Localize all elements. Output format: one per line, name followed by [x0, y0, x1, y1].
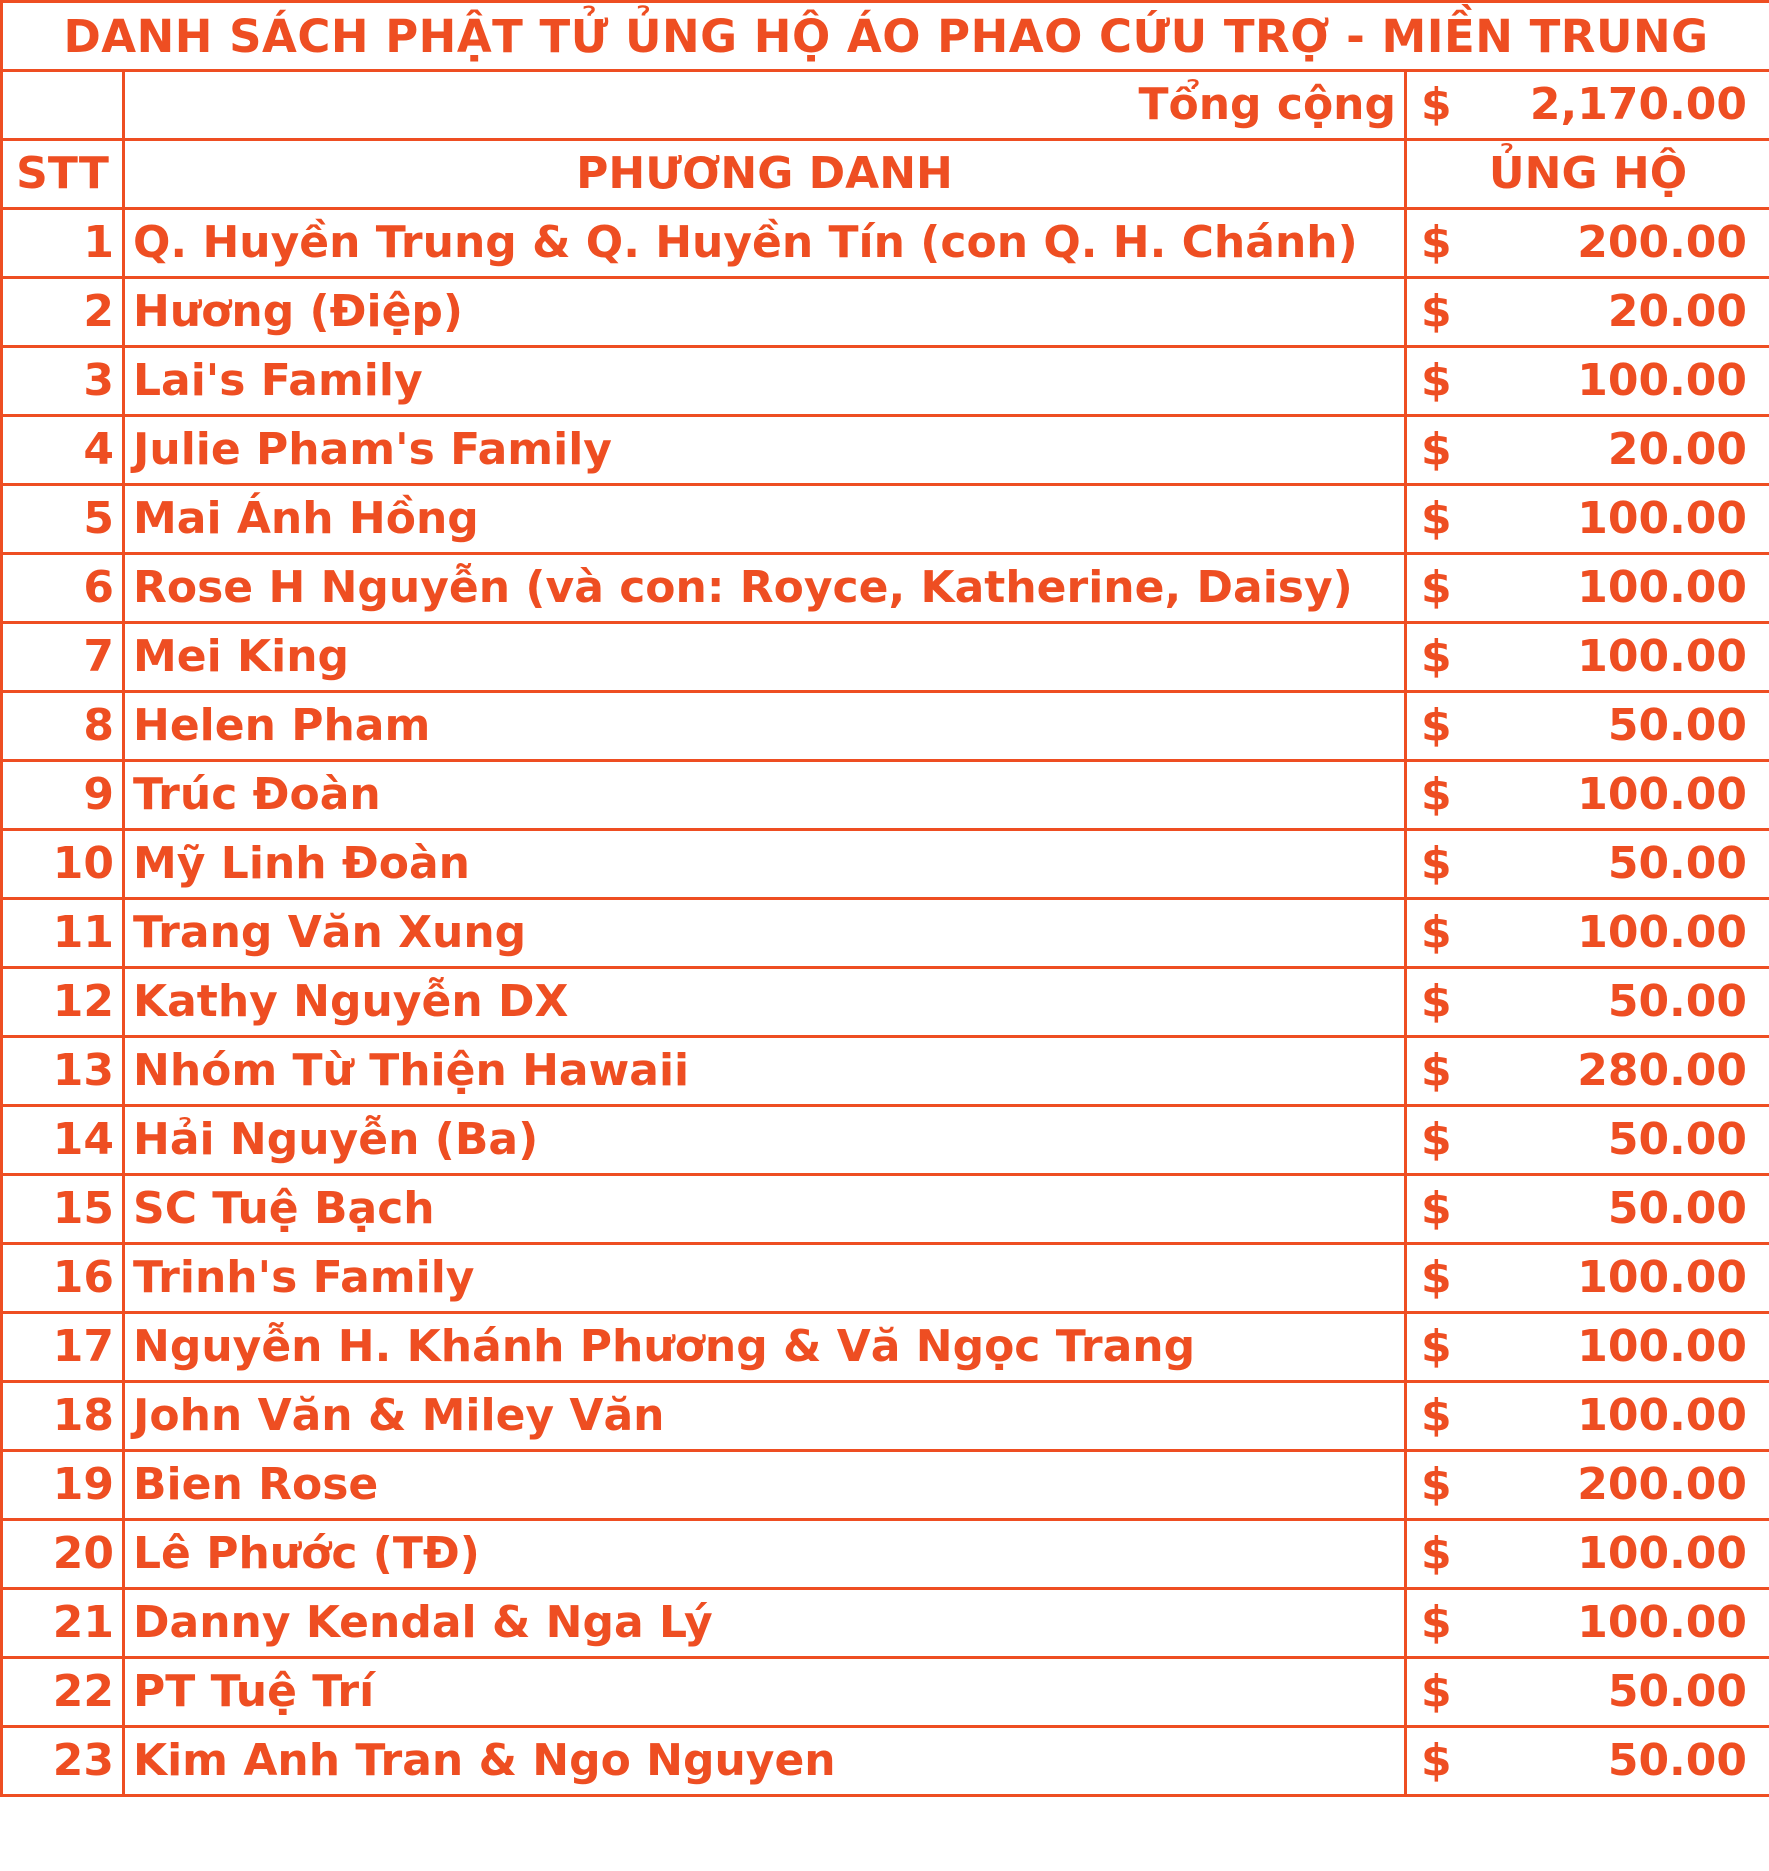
sheet-title: DANH SÁCH PHẬT TỬ ỦNG HỘ ÁO PHAO CỨU TRỢ - MIỀN TRUNG	[2, 2, 1769, 71]
row-donor-name: Rose H Nguyễn (và con: Royce, Katherine, Daisy)	[124, 554, 1406, 623]
row-currency: $	[1421, 1735, 1452, 1786]
row-donor-name: Trang Văn Xung	[124, 899, 1406, 968]
row-donor-name: Danny Kendal & Nga Lý	[124, 1589, 1406, 1658]
total-currency: $	[1421, 79, 1452, 130]
table-row	[2, 968, 1769, 1037]
row-amount: 50.00	[1607, 700, 1748, 751]
row-currency: $	[1421, 1597, 1452, 1648]
row-amount-cell	[1406, 623, 1769, 692]
row-currency: $	[1421, 1459, 1452, 1510]
row-currency: $	[1421, 217, 1452, 268]
row-donor-name: Mỹ Linh Đoàn	[124, 830, 1406, 899]
total-amount: 2,170.00	[1529, 79, 1748, 130]
row-amount-cell	[1406, 830, 1769, 899]
table-row	[2, 692, 1769, 761]
table-row	[2, 1106, 1769, 1175]
row-amount-cell	[1406, 1175, 1769, 1244]
row-donor-name: SC Tuệ Bạch	[124, 1175, 1406, 1244]
row-stt: 13	[2, 1037, 124, 1106]
row-amount-cell	[1406, 416, 1769, 485]
row-donor-name: Mai Ánh Hồng	[124, 485, 1406, 554]
row-donor-name: Bien Rose	[124, 1451, 1406, 1520]
row-amount: 20.00	[1607, 286, 1748, 337]
row-amount-cell	[1406, 692, 1769, 761]
header-stt: STT	[2, 140, 124, 209]
row-donor-name: Mei King	[124, 623, 1406, 692]
row-currency: $	[1421, 1252, 1452, 1303]
table-row	[2, 899, 1769, 968]
row-amount-cell	[1406, 485, 1769, 554]
row-amount: 100.00	[1577, 1528, 1748, 1579]
row-currency: $	[1421, 286, 1452, 337]
row-stt: 3	[2, 347, 124, 416]
row-stt: 2	[2, 278, 124, 347]
row-currency: $	[1421, 1045, 1452, 1096]
row-stt: 14	[2, 1106, 124, 1175]
row-donor-name: Nhóm Từ Thiện Hawaii	[124, 1037, 1406, 1106]
row-donor-name: Trinh's Family	[124, 1244, 1406, 1313]
row-amount: 100.00	[1577, 493, 1748, 544]
total-amount-cell	[1406, 71, 1769, 140]
row-currency: $	[1421, 1666, 1452, 1717]
row-donor-name: John Văn & Miley Văn	[124, 1382, 1406, 1451]
row-currency: $	[1421, 1114, 1452, 1165]
row-amount-cell	[1406, 1244, 1769, 1313]
row-amount-cell	[1406, 1520, 1769, 1589]
row-amount: 280.00	[1577, 1045, 1748, 1096]
row-amount: 200.00	[1577, 217, 1748, 268]
row-stt: 8	[2, 692, 124, 761]
row-currency: $	[1421, 907, 1452, 958]
row-stt: 9	[2, 761, 124, 830]
row-stt: 1	[2, 209, 124, 278]
row-currency: $	[1421, 355, 1452, 406]
row-amount-cell	[1406, 1589, 1769, 1658]
row-amount: 100.00	[1577, 631, 1748, 682]
table-row	[2, 1037, 1769, 1106]
row-amount: 100.00	[1577, 1390, 1748, 1441]
row-amount: 50.00	[1607, 976, 1748, 1027]
row-currency: $	[1421, 769, 1452, 820]
table-row	[2, 347, 1769, 416]
table-row	[2, 209, 1769, 278]
table-row	[2, 416, 1769, 485]
row-amount: 50.00	[1607, 1666, 1748, 1717]
row-amount: 100.00	[1577, 1597, 1748, 1648]
row-amount: 100.00	[1577, 355, 1748, 406]
header-row	[2, 140, 1769, 209]
total-label: Tổng cộng	[124, 71, 1406, 140]
table-row	[2, 1727, 1769, 1796]
row-stt: 4	[2, 416, 124, 485]
table-row	[2, 1382, 1769, 1451]
row-currency: $	[1421, 424, 1452, 475]
row-donor-name: Hải Nguyễn (Ba)	[124, 1106, 1406, 1175]
header-amount: ỦNG HỘ	[1406, 140, 1769, 209]
row-amount: 50.00	[1607, 1183, 1748, 1234]
table-row	[2, 278, 1769, 347]
row-amount: 100.00	[1577, 1252, 1748, 1303]
row-currency: $	[1421, 700, 1452, 751]
row-amount: 50.00	[1607, 838, 1748, 889]
header-name: PHƯƠNG DANH	[124, 140, 1406, 209]
row-amount-cell	[1406, 209, 1769, 278]
table-row	[2, 830, 1769, 899]
row-donor-name: Lê Phước (TĐ)	[124, 1520, 1406, 1589]
row-currency: $	[1421, 838, 1452, 889]
row-currency: $	[1421, 631, 1452, 682]
table-row	[2, 1175, 1769, 1244]
row-amount-cell	[1406, 968, 1769, 1037]
row-stt: 11	[2, 899, 124, 968]
title-row	[2, 2, 1769, 71]
row-donor-name: Q. Huyền Trung & Q. Huyền Tín (con Q. H. Chánh)	[124, 209, 1406, 278]
row-stt: 10	[2, 830, 124, 899]
row-donor-name: Trúc Đoàn	[124, 761, 1406, 830]
row-amount-cell	[1406, 1727, 1769, 1796]
row-stt: 17	[2, 1313, 124, 1382]
row-donor-name: Kathy Nguyễn DX	[124, 968, 1406, 1037]
row-amount-cell	[1406, 1382, 1769, 1451]
row-currency: $	[1421, 1528, 1452, 1579]
row-amount-cell	[1406, 278, 1769, 347]
row-amount: 100.00	[1577, 907, 1748, 958]
row-amount-cell	[1406, 761, 1769, 830]
row-amount-cell	[1406, 1451, 1769, 1520]
row-amount: 100.00	[1577, 1321, 1748, 1372]
table-row	[2, 1520, 1769, 1589]
row-stt: 7	[2, 623, 124, 692]
row-donor-name: Lai's Family	[124, 347, 1406, 416]
table-row	[2, 1658, 1769, 1727]
row-currency: $	[1421, 1183, 1452, 1234]
row-amount: 50.00	[1607, 1735, 1748, 1786]
row-amount-cell	[1406, 554, 1769, 623]
row-stt: 5	[2, 485, 124, 554]
row-amount: 50.00	[1607, 1114, 1748, 1165]
row-donor-name: Nguyễn H. Khánh Phương & Vă Ngọc Trang	[124, 1313, 1406, 1382]
row-amount-cell	[1406, 347, 1769, 416]
row-stt: 21	[2, 1589, 124, 1658]
table-row	[2, 485, 1769, 554]
row-amount-cell	[1406, 1037, 1769, 1106]
row-stt: 22	[2, 1658, 124, 1727]
table-row	[2, 1451, 1769, 1520]
table-row	[2, 554, 1769, 623]
table-row	[2, 1244, 1769, 1313]
row-stt: 6	[2, 554, 124, 623]
row-stt: 23	[2, 1727, 124, 1796]
row-donor-name: PT Tuệ Trí	[124, 1658, 1406, 1727]
row-stt: 20	[2, 1520, 124, 1589]
row-donor-name: Hương (Điệp)	[124, 278, 1406, 347]
row-amount-cell	[1406, 1106, 1769, 1175]
table-row	[2, 761, 1769, 830]
row-currency: $	[1421, 976, 1452, 1027]
row-stt: 12	[2, 968, 124, 1037]
row-donor-name: Julie Pham's Family	[124, 416, 1406, 485]
row-donor-name: Helen Pham	[124, 692, 1406, 761]
table-row	[2, 1313, 1769, 1382]
row-amount: 100.00	[1577, 769, 1748, 820]
row-currency: $	[1421, 562, 1452, 613]
row-donor-name: Kim Anh Tran & Ngo Nguyen	[124, 1727, 1406, 1796]
row-currency: $	[1421, 1390, 1452, 1441]
row-amount: 20.00	[1607, 424, 1748, 475]
row-amount-cell	[1406, 1658, 1769, 1727]
row-amount-cell	[1406, 1313, 1769, 1382]
row-amount: 100.00	[1577, 562, 1748, 613]
total-empty-cell	[2, 71, 124, 140]
row-amount: 200.00	[1577, 1459, 1748, 1510]
table-row	[2, 1589, 1769, 1658]
row-stt: 19	[2, 1451, 124, 1520]
row-stt: 16	[2, 1244, 124, 1313]
table-row	[2, 623, 1769, 692]
row-currency: $	[1421, 1321, 1452, 1372]
row-stt: 18	[2, 1382, 124, 1451]
row-amount-cell	[1406, 899, 1769, 968]
total-row	[2, 71, 1769, 140]
row-stt: 15	[2, 1175, 124, 1244]
row-currency: $	[1421, 493, 1452, 544]
